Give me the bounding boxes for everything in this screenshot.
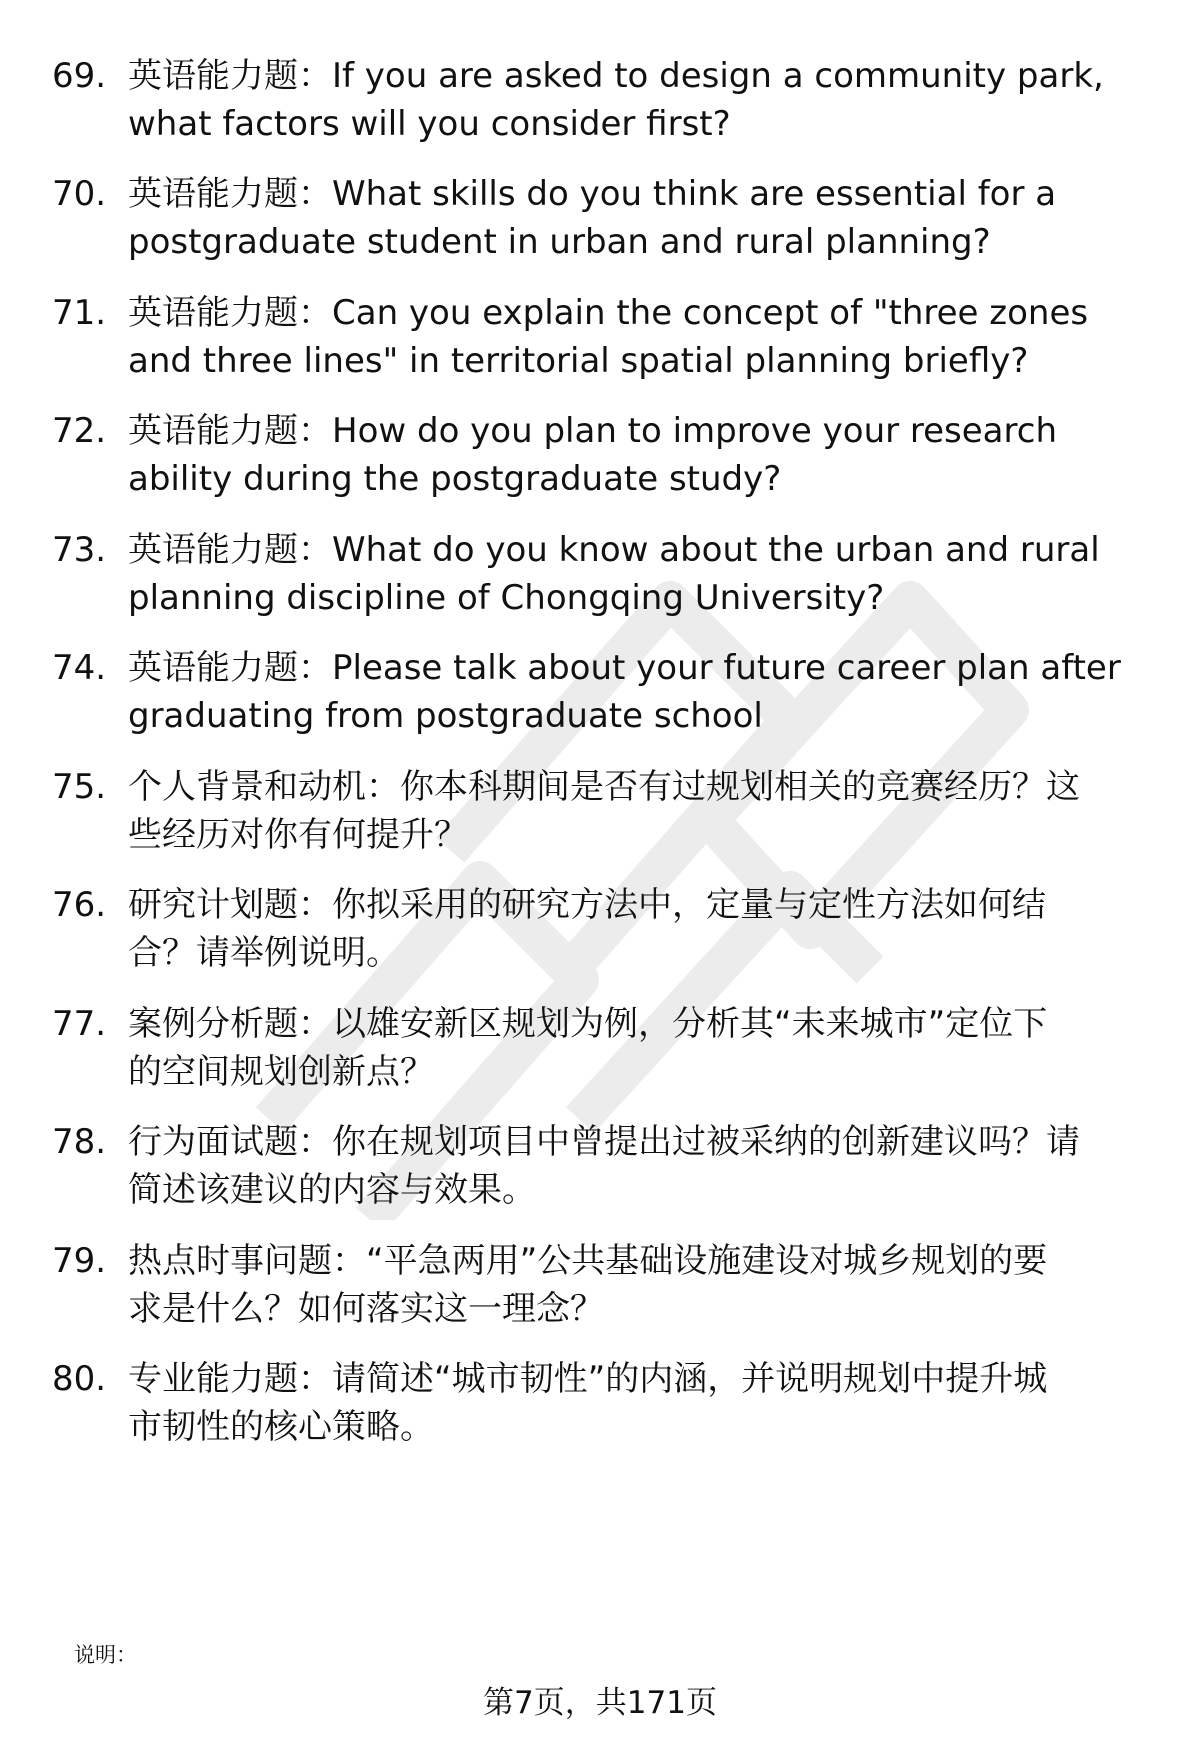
question-number: 75.	[52, 767, 107, 807]
question-text	[128, 763, 1138, 859]
question-line: postgraduate student in urban and rural planning?	[128, 222, 991, 262]
question-text	[128, 644, 1138, 740]
question-line: 简述该建议的内容与效果。	[128, 1170, 536, 1210]
question-line: 的空间规划创新点？	[128, 1052, 434, 1092]
question-line: 些经历对你有何提升？	[128, 815, 468, 855]
question-text	[128, 1118, 1138, 1214]
question-text	[128, 170, 1138, 266]
question-line: 研究计划题：你拟采用的研究方法中，定量与定性方法如何结	[128, 885, 1046, 925]
question-item	[0, 526, 1200, 636]
question-line: 行为面试题：你在规划项目中曾提出过被采纳的创新建议吗？请	[128, 1122, 1080, 1162]
question-text	[128, 289, 1138, 385]
question-line: 案例分析题：以雄安新区规划为例，分析其“未来城市”定位下	[128, 1004, 1048, 1044]
question-item	[0, 763, 1200, 873]
question-item	[0, 407, 1200, 517]
question-line: 市韧性的核心策略。	[128, 1407, 434, 1447]
question-line: 英语能力题：If you are asked to design a community park,	[128, 56, 1104, 96]
question-line: 英语能力题：What skills do you think are essential for a	[128, 174, 1057, 214]
page-footer: 第7页，共171页	[483, 1685, 717, 1721]
note-label: 说明：	[74, 1643, 137, 1667]
question-line: 求是什么？如何落实这一理念？	[128, 1289, 604, 1329]
question-line: 英语能力题：Can you explain the concept of "three zones	[128, 293, 1089, 333]
question-text	[128, 1237, 1138, 1333]
question-item	[0, 170, 1200, 280]
question-item	[0, 52, 1200, 162]
question-text	[128, 1000, 1138, 1096]
question-number: 72.	[52, 411, 107, 451]
question-line: what factors will you consider first?	[128, 104, 731, 144]
question-line: planning discipline of Chongqing University?	[128, 578, 885, 618]
question-text	[128, 526, 1138, 622]
question-number: 77.	[52, 1004, 107, 1044]
question-line: 热点时事问题：“平急两用”公共基础设施建设对城乡规划的要	[128, 1241, 1048, 1281]
question-line: graduating from postgraduate school	[128, 696, 763, 736]
question-number: 76.	[52, 885, 107, 925]
question-line: 英语能力题：How do you plan to improve your research	[128, 411, 1057, 451]
question-text	[128, 1355, 1138, 1451]
question-number: 80.	[52, 1359, 107, 1399]
question-line: ability during the postgraduate study?	[128, 459, 782, 499]
question-text	[128, 881, 1138, 977]
question-item	[0, 289, 1200, 399]
question-item	[0, 1000, 1200, 1110]
question-line: 合？请举例说明。	[128, 933, 400, 973]
question-number: 73.	[52, 530, 107, 570]
question-text	[128, 407, 1138, 503]
question-item	[0, 881, 1200, 991]
question-line: 英语能力题：Please talk about your future career plan after	[128, 648, 1121, 688]
question-item	[0, 644, 1200, 754]
question-number: 71.	[52, 293, 107, 333]
question-line: 个人背景和动机：你本科期间是否有过规划相关的竞赛经历？这	[128, 767, 1080, 807]
question-number: 78.	[52, 1122, 107, 1162]
question-line: 英语能力题：What do you know about the urban and rural	[128, 530, 1100, 570]
question-item	[0, 1118, 1200, 1228]
question-number: 69.	[52, 56, 107, 96]
question-text	[128, 52, 1138, 148]
question-line: and three lines" in territorial spatial planning briefly?	[128, 341, 1029, 381]
question-number: 70.	[52, 174, 107, 214]
question-line: 专业能力题：请简述“城市韧性”的内涵，并说明规划中提升城	[128, 1359, 1048, 1399]
question-item	[0, 1237, 1200, 1347]
question-number: 74.	[52, 648, 107, 688]
question-number: 79.	[52, 1241, 107, 1281]
question-item	[0, 1355, 1200, 1465]
